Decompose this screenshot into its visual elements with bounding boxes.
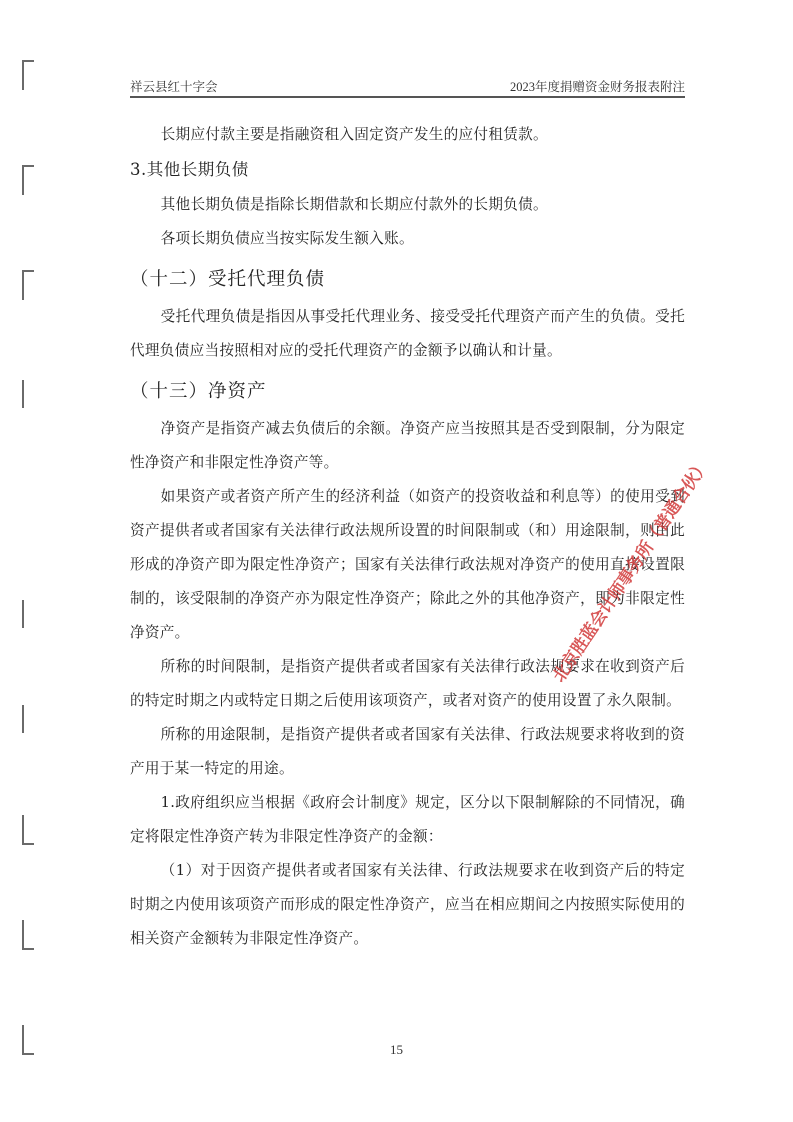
heading-section-thirteen: （十三）净资产 xyxy=(130,381,267,402)
binding-mark xyxy=(22,600,34,628)
header-document-title: 2023年度捐赠资金财务报表附注 xyxy=(509,80,685,94)
header-organization: 祥云县红十字会 xyxy=(130,80,218,94)
document-body xyxy=(130,118,685,956)
page-header xyxy=(130,72,685,96)
binding-mark xyxy=(22,815,34,845)
binding-mark xyxy=(22,165,34,195)
binding-mark xyxy=(22,705,34,733)
page-number: 15 xyxy=(390,1042,403,1057)
paragraph-restricted-net-assets: 如果资产或者资产所产生的经济利益（如资产的投资收益和利息等）的使用受到资产提供者或者国家有关法律行政法规所设置的时间限制或（和）用途限制，则由此形成的净资产即为限定性净资产；国家有关法律行政法规对净资产的使用直接设置限制的，该受限制的净资产亦为限定性净资产；除此之外的其他净资产，即为非限定性净资产。 xyxy=(130,488,685,641)
binding-mark xyxy=(22,380,34,408)
binding-mark xyxy=(22,270,34,300)
binding-mark xyxy=(22,920,34,950)
paragraph-recording-basis: 各项长期负债应当按实际发生额入账。 xyxy=(160,230,414,247)
paragraph-other-long-term-liabilities: 其他长期负债是指除长期借款和长期应付款外的长期负债。 xyxy=(160,196,548,213)
firm-seal-stamp: 北京胜蓝会计师事务所（普通合伙） xyxy=(549,455,714,686)
paragraph-long-term-payables: 长期应付款主要是指融资租入固定资产发生的应付租赁款。 xyxy=(160,126,548,143)
binding-mark xyxy=(22,60,34,90)
heading-other-long-term-liabilities: 3.其他长期负债 xyxy=(130,160,249,179)
paragraph-purpose-restriction: 所称的用途限制，是指资产提供者或者国家有关法律、行政法规要求将收到的资产用于某一特定的用途。 xyxy=(130,726,685,777)
binding-margin xyxy=(22,0,36,1122)
paragraph-time-release: （1）对于因资产提供者或者国家有关法律、行政法规要求在收到资产后的特定时期之内使用该项资产而形成的限定性净资产，应当在相应期间之内按照实际使用的相关资产金额转为非限定性净资产。 xyxy=(130,862,685,947)
paragraph-release-rules: 1.政府组织应当根据《政府会计制度》规定，区分以下限制解除的不同情况，确定将限定性净资产转为非限定性净资产的金额： xyxy=(130,794,685,845)
paragraph-time-restriction: 所称的时间限制，是指资产提供者或者国家有关法律行政法规要求在收到资产后的特定时期之内或特定日期之后使用该项资产，或者对资产的使用设置了永久限制。 xyxy=(130,658,685,709)
header-rule xyxy=(130,96,685,98)
paragraph-net-assets: 净资产是指资产减去负债后的余额。净资产应当按照其是否受到限制，分为限定性净资产和非限定性净资产等。 xyxy=(130,420,685,471)
heading-section-twelve: （十二）受托代理负债 xyxy=(130,269,326,290)
paragraph-agency-liabilities: 受托代理负债是指因从事受托代理业务、接受受托代理资产而产生的负债。受托代理负债应当按照相对应的受托代理资产的金额予以确认和计量。 xyxy=(130,308,685,359)
